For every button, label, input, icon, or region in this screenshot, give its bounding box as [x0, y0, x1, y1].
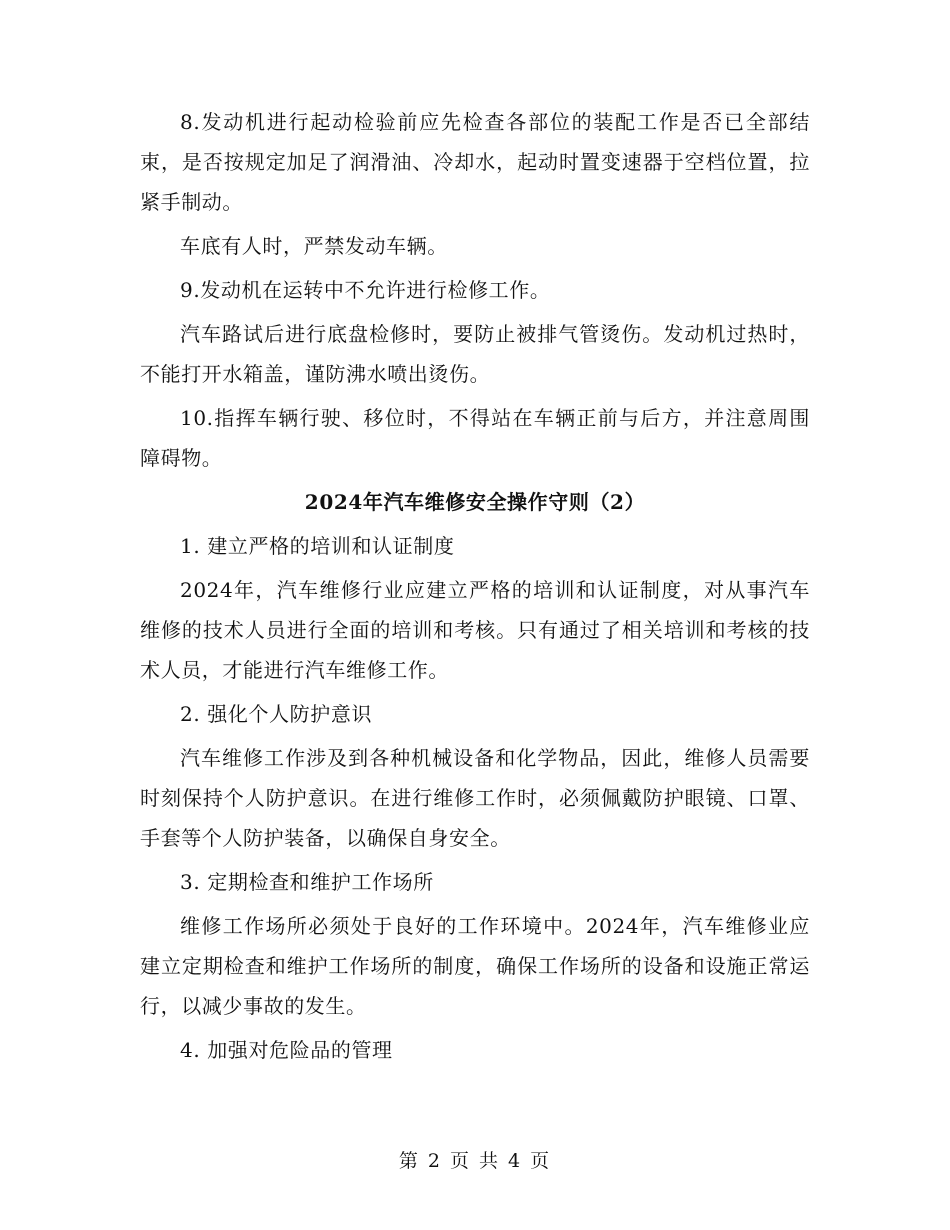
- subheading-hazardous: 4. 加强对危险品的管理: [180, 1038, 393, 1062]
- document-page: [140, 102, 810, 1074]
- paragraph-protection: 汽车维修工作涉及到各种机械设备和化学物品，因此，维修人员需要时刻保持个人防护意识。在进行维修工作时，必须佩戴防护眼镜、口罩、手套等个人防护装备，以确保自身安全。: [140, 746, 810, 850]
- subheading-protection: 2. 强化个人防护意识: [180, 702, 373, 726]
- paragraph-road-test: 汽车路试后进行底盘检修时，要防止被排气管烫伤。发动机过热时，不能打开水箱盖，谨防沸水喷出烫伤。: [140, 322, 810, 386]
- subheading-training: 1. 建立严格的培训和认证制度: [180, 534, 455, 558]
- paragraph-item-9: 9.发动机在运转中不允许进行检修工作。: [180, 278, 551, 302]
- subheading-workplace: 3. 定期检查和维护工作场所: [180, 870, 434, 894]
- page-footer: [0, 1146, 950, 1173]
- paragraph-training: 2024年，汽车维修行业应建立严格的培训和认证制度，对从事汽车维修的技术人员进行全面的培训和考核。只有通过了相关培训和考核的技术人员，才能进行汽车维修工作。: [140, 578, 810, 682]
- section-title: 2024年汽车维修安全操作守则（2）: [304, 490, 646, 514]
- paragraph-under-vehicle: 车底有人时，严禁发动车辆。: [180, 234, 448, 258]
- page-number-label: 第 2 页 共 4 页: [398, 1150, 552, 1172]
- paragraph-workplace: 维修工作场所必须处于良好的工作环境中。2024年，汽车维修业应建立定期检查和维护工作场所的制度，确保工作场所的设备和设施正常运行，以减少事故的发生。: [140, 914, 810, 1018]
- paragraph-item-10: 10.指挥车辆行驶、移位时，不得站在车辆正前与后方，并注意周围障碍物。: [140, 406, 810, 470]
- paragraph-item-8: 8.发动机进行起动检验前应先检查各部位的装配工作是否已全部结束，是否按规定加足了润滑油、冷却水，起动时置变速器于空档位置，拉紧手制动。: [140, 110, 810, 214]
